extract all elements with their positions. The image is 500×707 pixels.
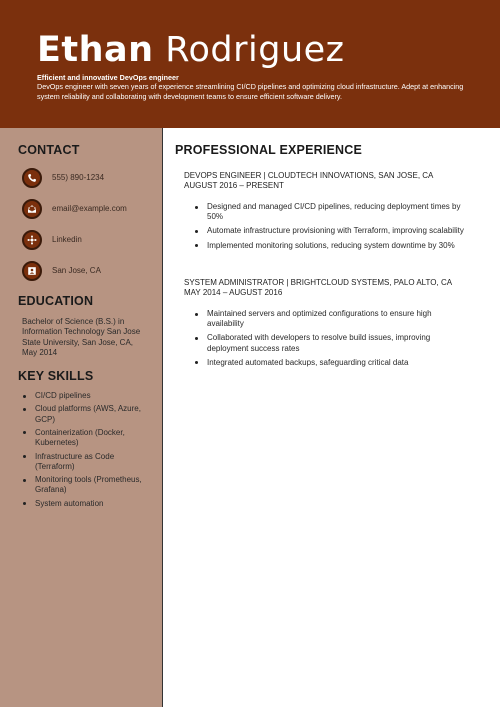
skill-item: CI/CD pipelines [22,391,152,401]
tagline: Efficient and innovative DevOps engineer [37,73,179,82]
contact-phone [22,168,162,192]
job-duties [194,309,464,372]
email-icon [22,199,42,219]
skill-item: System automation [22,499,152,509]
location-icon [22,261,42,281]
resume-header [0,0,500,128]
contact-email [22,199,162,223]
job-dates: AUGUST 2016 – PRESENT [184,181,284,190]
job-title: SYSTEM ADMINISTRATOR | BRIGHTCLOUD SYSTEMS, PALO ALTO, CA [184,278,453,287]
email-text[interactable]: email@example.com [52,204,127,213]
skill-item: Cloud platforms (AWS, Azure, GCP) [22,404,152,424]
skills-heading: KEY SKILLS [18,369,94,383]
phone-text: 555) 890-1234 [52,173,105,182]
summary: DevOps engineer with seven years of experience streamlining CI/CD pipelines and optimizing cloud infrastructure. Adept at enhancing system reliability and collaborating with development teams to ensure efficient software delivery. [37,82,464,101]
skill-item: Containerization (Docker, Kubernetes) [22,428,152,448]
contact-linkedin [22,230,162,254]
duty-item: Designed and managed CI/CD pipelines, reducing deployment times by 50% [194,202,464,222]
first-name: Ethan [37,30,154,70]
candidate-name [37,30,345,70]
job-duties [194,202,464,255]
location-text: San Jose, CA [52,266,101,275]
duty-item: Collaborated with developers to resolve build issues, improving deployment success rates [194,333,464,353]
education-heading: EDUCATION [18,294,94,308]
education-text: Bachelor of Science (B.S.) in Information Technology San Jose State University, San Jose, CA, May 2014 [22,317,141,358]
contact-location [22,261,162,285]
last-name: Rodriguez [165,30,345,70]
skill-item: Monitoring tools (Prometheus, Grafana) [22,475,152,495]
duty-item: Maintained servers and optimized configurations to ensure high availability [194,309,464,329]
duty-item: Automate infrastructure provisioning with Terraform, improving scalability [194,226,464,236]
phone-icon [22,168,42,188]
job-title: DEVOPS ENGINEER | CLOUDTECH INNOVATIONS, SAN JOSE, CA [184,171,434,180]
duty-item: Integrated automated backups, safeguarding critical data [194,358,464,368]
contact-heading: CONTACT [18,143,80,157]
linkedin-icon [22,230,42,250]
linkedin-text[interactable]: Linkedin [52,235,82,244]
skills-list [22,391,152,512]
duty-item: Implemented monitoring solutions, reducing system downtime by 30% [194,241,464,251]
experience-heading: PROFESSIONAL EXPERIENCE [175,143,363,157]
skill-item: Infrastructure as Code (Terraform) [22,452,152,472]
job-dates: MAY 2014 – AUGUST 2016 [184,288,283,297]
